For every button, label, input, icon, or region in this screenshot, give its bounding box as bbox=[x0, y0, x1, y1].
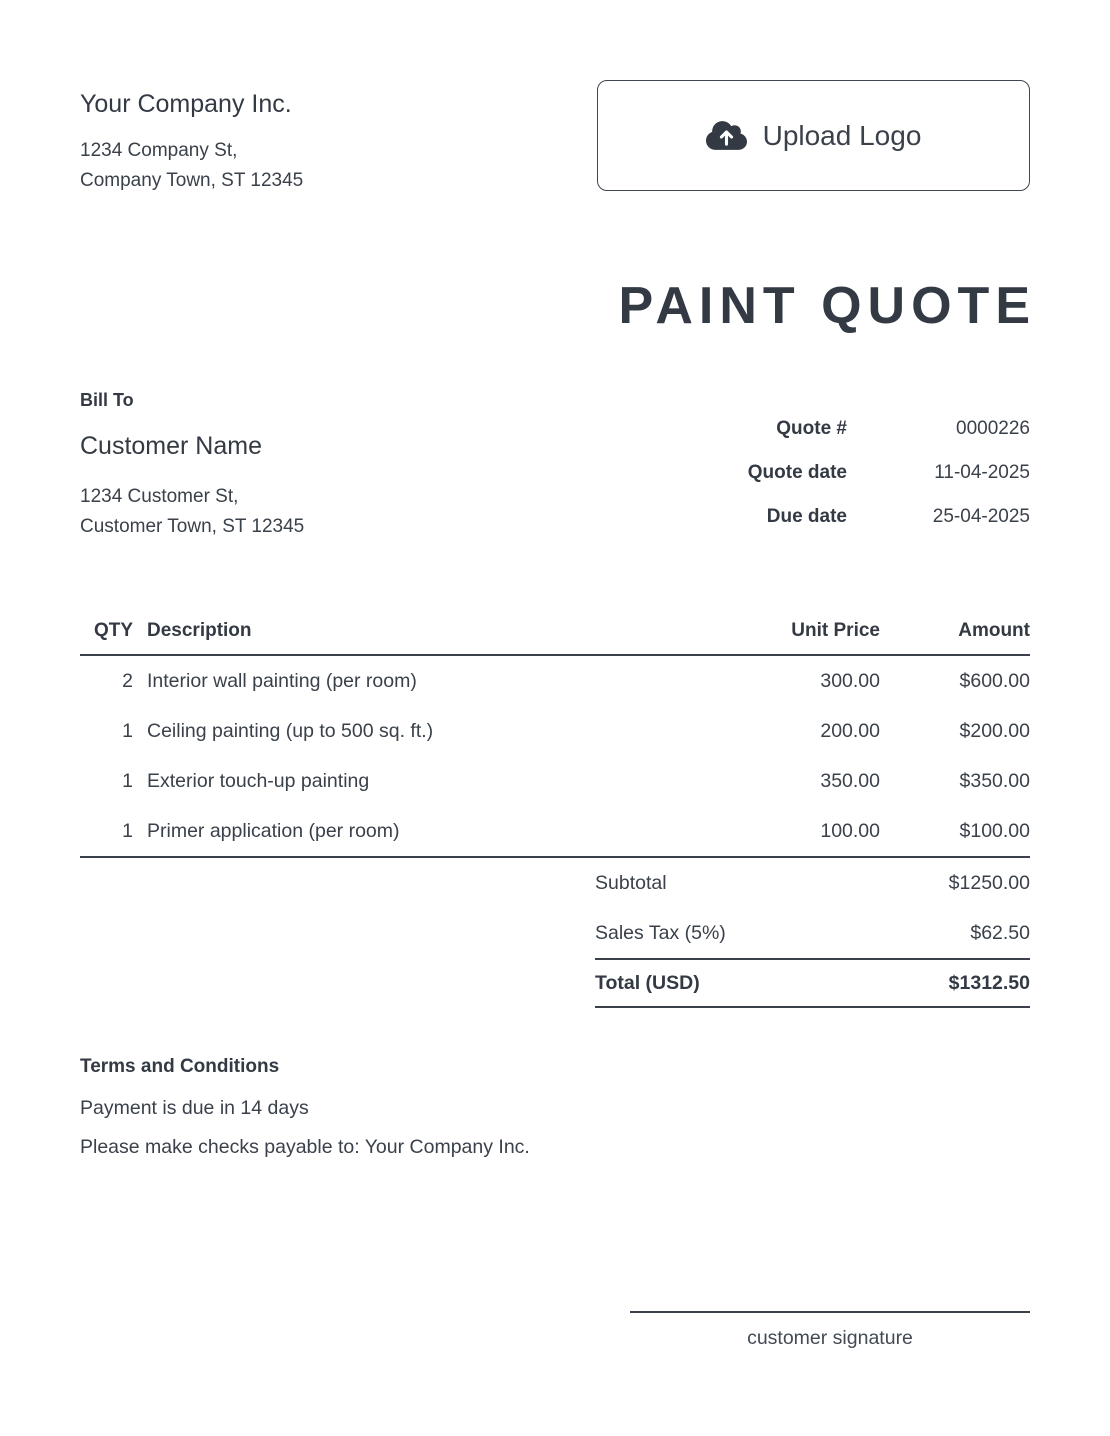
row-description: Ceiling painting (up to 500 sq. ft.) bbox=[147, 719, 434, 742]
row-amount: $200.00 bbox=[959, 719, 1030, 742]
table-row bbox=[80, 806, 1030, 856]
subtotal-label: Subtotal bbox=[595, 871, 667, 894]
total-value: $1312.50 bbox=[948, 971, 1030, 994]
quote-date-label: Quote date bbox=[747, 462, 847, 483]
row-amount: $100.00 bbox=[959, 819, 1030, 842]
company-name: Your Company Inc. bbox=[80, 90, 292, 118]
terms-heading: Terms and Conditions bbox=[80, 1056, 280, 1077]
row-unit-price: 350.00 bbox=[820, 769, 880, 792]
terms-line2: Please make checks payable to: Your Company Inc. bbox=[80, 1136, 530, 1158]
company-address bbox=[80, 136, 303, 196]
total-label: Total (USD) bbox=[595, 971, 700, 994]
quote-date-row bbox=[748, 451, 1030, 495]
row-qty: 1 bbox=[122, 819, 133, 842]
customer-address bbox=[80, 482, 304, 542]
due-date-value: 25-04-2025 bbox=[932, 506, 1030, 527]
row-unit-price: 300.00 bbox=[820, 669, 880, 692]
total-row bbox=[595, 958, 1030, 1008]
sales-tax-row bbox=[595, 908, 1030, 958]
items-table bbox=[80, 610, 1030, 1008]
header-amount: Amount bbox=[958, 620, 1030, 641]
row-description: Exterior touch-up painting bbox=[147, 769, 370, 792]
quote-date-value: 11-04-2025 bbox=[934, 462, 1030, 483]
subtotal-row bbox=[595, 858, 1030, 908]
row-amount: $600.00 bbox=[959, 669, 1030, 692]
row-unit-price: 100.00 bbox=[820, 819, 880, 842]
row-amount: $350.00 bbox=[959, 769, 1030, 792]
customer-address-line1: 1234 Customer St, bbox=[80, 486, 239, 507]
customer-signature-label: customer signature bbox=[747, 1327, 913, 1349]
header-qty: QTY bbox=[93, 620, 133, 641]
table-row bbox=[80, 706, 1030, 756]
sales-tax-value: $62.50 bbox=[970, 921, 1030, 944]
page-title: PAINT QUOTE bbox=[618, 277, 1036, 335]
customer-address-line2: Customer Town, ST 12345 bbox=[80, 516, 305, 537]
row-unit-price: 200.00 bbox=[820, 719, 880, 742]
upload-logo-label: Upload Logo bbox=[762, 119, 922, 151]
quote-number-value: 0000226 bbox=[956, 418, 1030, 439]
customer-signature-area bbox=[630, 1311, 1030, 1350]
subtotal-value: $1250.00 bbox=[948, 871, 1030, 894]
header-unit-price: Unit Price bbox=[791, 620, 880, 641]
quote-number-row bbox=[748, 407, 1030, 451]
terms-line1: Payment is due in 14 days bbox=[80, 1097, 309, 1119]
company-address-line2: Company Town, ST 12345 bbox=[80, 170, 304, 191]
bill-to-label: Bill To bbox=[80, 390, 134, 410]
table-header bbox=[80, 610, 1030, 656]
row-qty: 2 bbox=[122, 669, 133, 692]
customer-name: Customer Name bbox=[80, 432, 262, 460]
upload-logo-button[interactable] bbox=[597, 80, 1030, 191]
sales-tax-label: Sales Tax (5%) bbox=[595, 921, 726, 944]
due-date-label: Due date bbox=[766, 506, 847, 527]
row-description: Interior wall painting (per room) bbox=[147, 669, 417, 692]
row-qty: 1 bbox=[122, 719, 133, 742]
bill-to-section bbox=[80, 390, 304, 542]
table-row bbox=[80, 656, 1030, 706]
header-description: Description bbox=[147, 620, 252, 641]
table-row bbox=[80, 756, 1030, 806]
cloud-upload-icon bbox=[706, 119, 747, 152]
quote-meta bbox=[748, 407, 1030, 539]
quote-number-label: Quote # bbox=[776, 418, 847, 439]
company-info bbox=[80, 90, 303, 196]
terms-section bbox=[80, 1056, 530, 1175]
totals-section bbox=[595, 858, 1030, 1008]
row-qty: 1 bbox=[122, 769, 133, 792]
company-address-line1: 1234 Company St, bbox=[80, 140, 238, 161]
due-date-row bbox=[748, 495, 1030, 539]
row-description: Primer application (per room) bbox=[147, 819, 400, 842]
table-body bbox=[80, 656, 1030, 858]
